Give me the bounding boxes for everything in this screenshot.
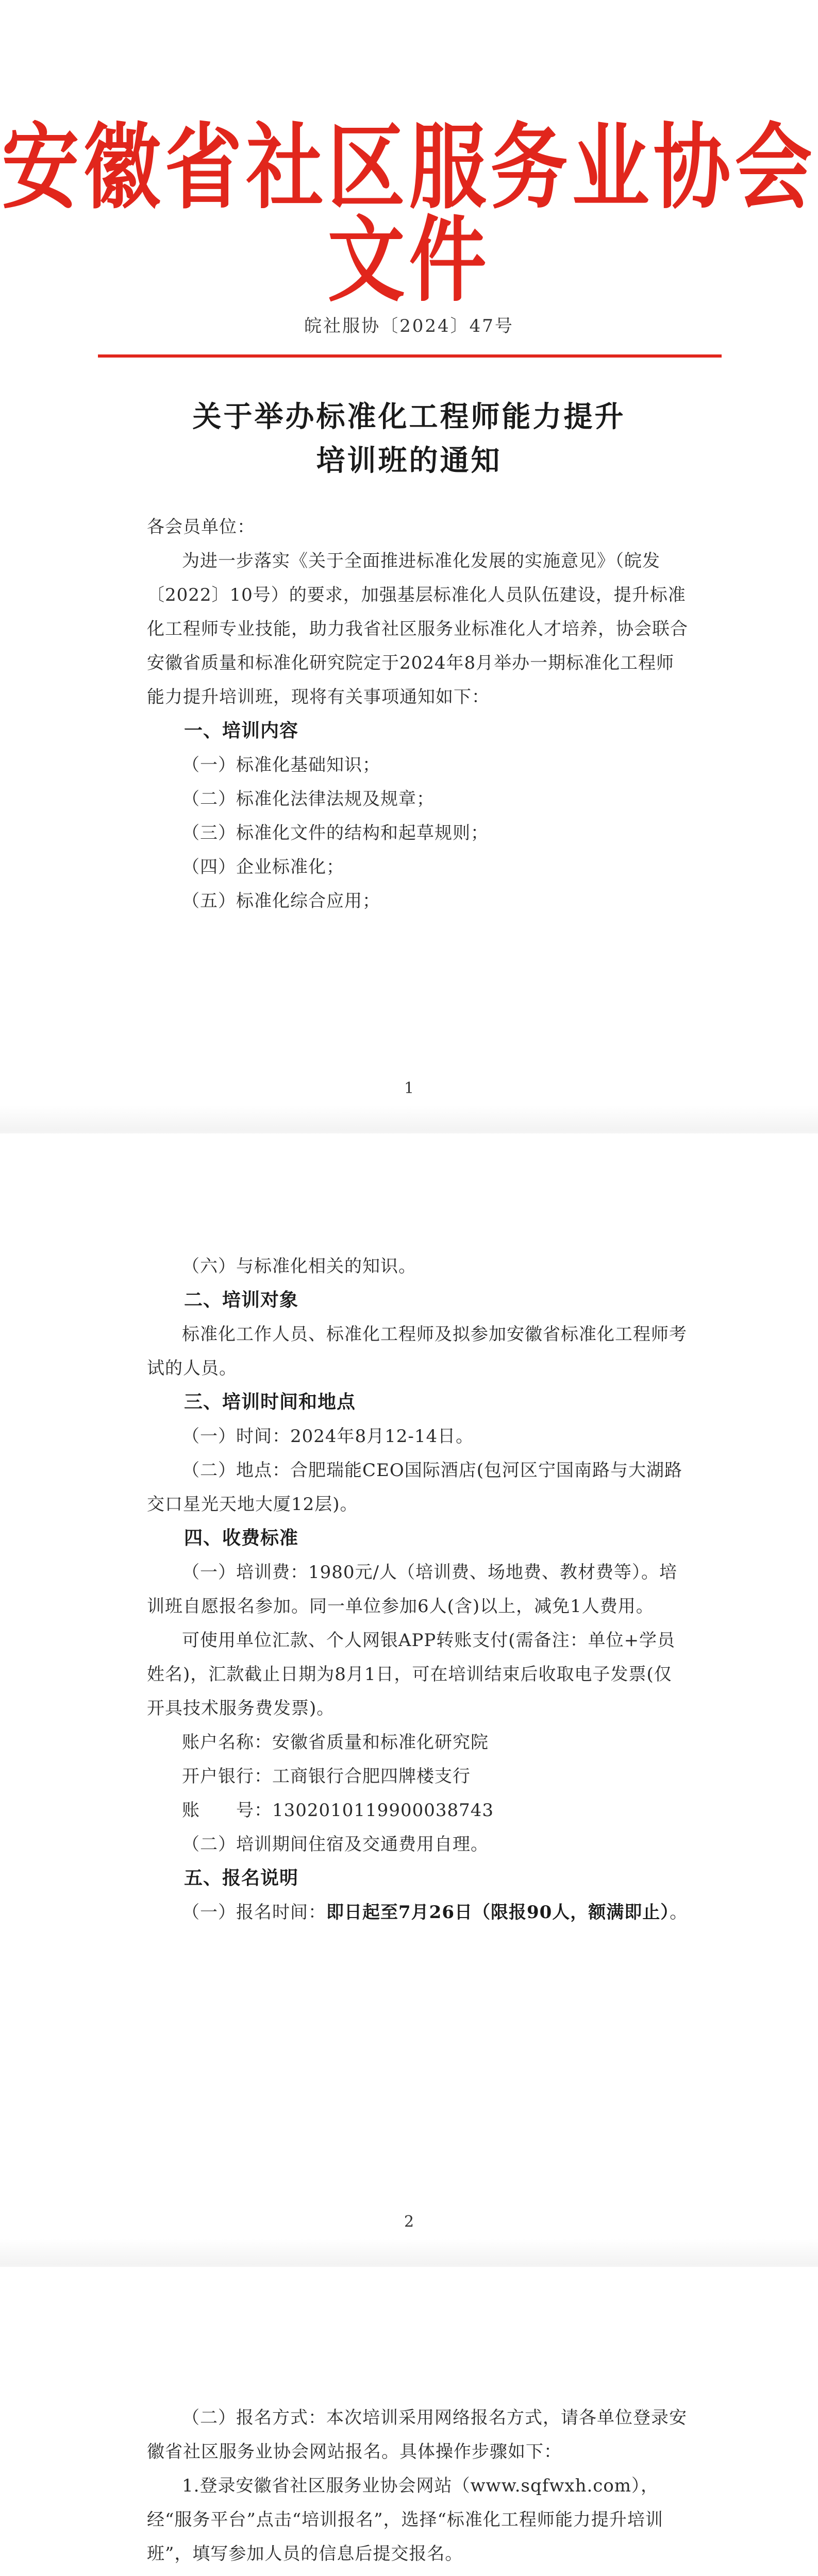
section-3-heading: 三、培训时间和地点 [184,1392,356,1413]
signup-step-1: 1.登录安徽省社区服务业协会网站（www.sqfwxh.com），经“服务平台”点击“培训报名”，选择“标准化工程师能力提升培训班”，填写参加人员的信息后提交报名。 [147,2476,663,2564]
section-4-heading: 四、收费标准 [184,1528,299,1549]
bank-name: 开户银行：工商银行合肥四牌楼支行 [182,1766,471,1787]
section-2-text: 标准化工作人员、标准化工程师及拟参加安徽省标准化工程师考试的人员。 [147,1324,687,1379]
training-item: （五）标准化综合应用； [182,891,380,911]
signup-time [147,1895,688,1929]
training-item: （一）标准化基础知识； [182,755,380,775]
page-3-body [147,2401,688,2576]
org-red-header: 安徽省社区服务业协会文件 [2,113,816,315]
payment-text: 可使用单位汇款、个人网银APP转账支付(需备注：单位+学员姓名)，汇款截止日期为8月1日，可在培训结束后收取电子发票(仅开具技术服务费发票)。 [147,1630,676,1719]
section-1-heading: 一、培训内容 [184,720,299,741]
signup-deadline: 即日起至7月26日（限报90人，额满即止） [326,1902,670,1923]
account-number-label: 账 号： [182,1800,272,1821]
account-name: 账户名称：安徽省质量和标准化研究院 [182,1732,489,1753]
training-item: （三）标准化文件的结构和起草规则； [182,823,489,843]
signup-time-label: （一）报名时间： [182,1902,326,1923]
account-number-line [147,1793,688,1827]
account-number: 1302010119900038743 [272,1800,494,1821]
signup-method: （二）报名方式：本次培训采用网络报名方式，请各单位登录安徽省社区服务业协会网站报名。具体操作步骤如下： [147,2408,687,2462]
training-time: （一）时间：2024年8月12-14日。 [182,1426,474,1447]
page-number: 1 [404,1079,414,1097]
lodging-text: （二）培训期间住宿及交通费用自理。 [182,1834,489,1855]
document-number: 皖社服协〔2024〕47号 [304,316,514,336]
page-1-body [147,510,688,918]
signup-step-2 [147,2571,688,2576]
document-title-line-1: 关于举办标准化工程师能力提升 [192,400,626,434]
section-5-heading: 五、报名说明 [184,1868,299,1889]
red-divider-line [98,354,722,358]
training-item: （六）与标准化相关的知识。 [182,1256,416,1277]
intro-paragraph: 为进一步落实《关于全面推进标准化发展的实施意见》（皖发〔2022〕10号）的要求，加强基层标准化人员队伍建设，提升标准化工程师专业技能，助力我省社区服务业标准化人才培养，协会联合安徽省质量和标准化研究院定于2024年8月举办一期标准化工程师能力提升培训班，现将有关事项通知如下： [147,551,688,707]
fee-text: （一）培训费：1980元/人（培训费、场地费、教材费等）。培训班自愿报名参加。同一单位参加6人(含)以上，减免1人费用。 [147,1562,677,1617]
salutation: 各会员单位： [147,517,255,537]
document-title-line-2: 培训班的通知 [316,444,502,478]
page-number: 2 [404,2213,414,2231]
training-item: （四）企业标准化； [182,857,344,877]
signup-suffix: 。 [670,1902,688,1923]
page-2 [0,1133,818,2267]
training-item: （二）标准化法律法规及规章； [182,789,435,809]
section-2-heading: 二、培训对象 [184,1290,299,1311]
page-2-body [147,1249,688,1929]
training-place: （二）地点：合肥瑞能CEO国际酒店(包河区宁国南路与大湖路交口星光天地大厦12层)。 [147,1460,682,1515]
page-1 [0,0,818,1133]
page-3 [0,2267,818,2576]
